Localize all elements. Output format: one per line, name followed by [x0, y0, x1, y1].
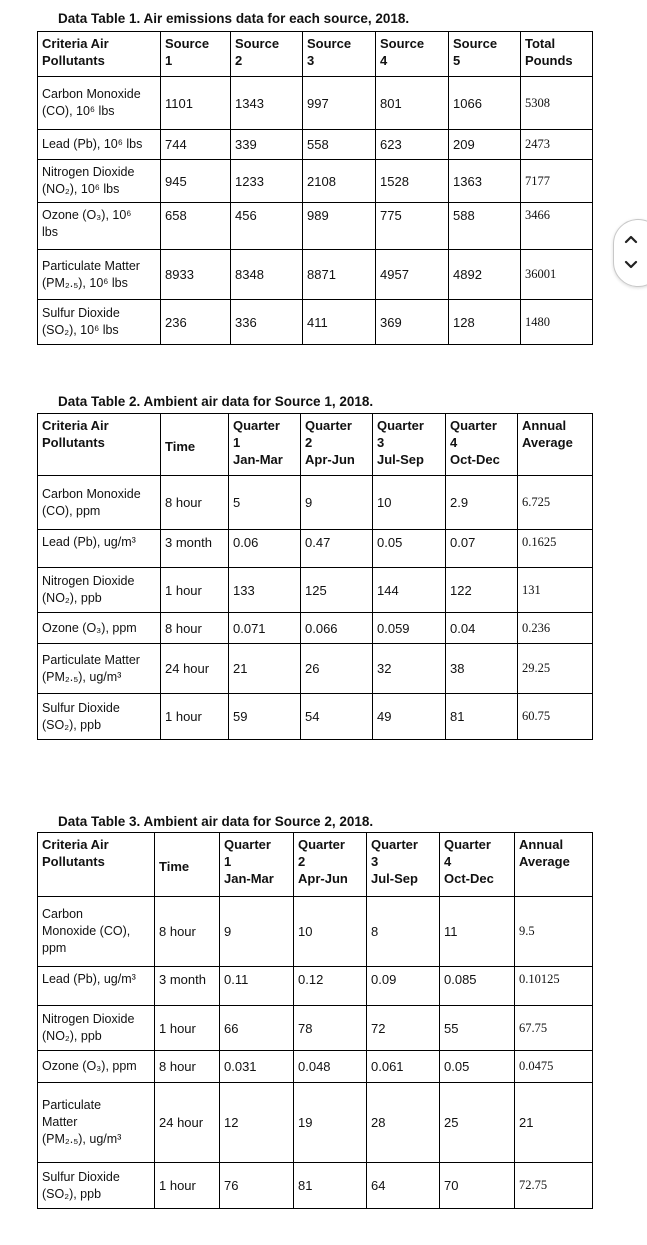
cell-value: 0.47 [301, 530, 373, 568]
cell-value: 9 [220, 897, 294, 967]
table-row [38, 1083, 593, 1163]
table-row [38, 250, 593, 300]
header-source-4: Source 4 [376, 32, 449, 77]
header-annual-average: Annual Average [518, 414, 593, 476]
cell-value: 12 [220, 1083, 294, 1163]
cell-value: 10 [373, 476, 446, 530]
cell-value: 339 [231, 130, 303, 160]
cell-value: 0.061 [367, 1051, 440, 1083]
cell-time: 3 month [161, 530, 229, 568]
cell-value: 144 [373, 568, 446, 613]
header-quarter-2: Quarter 2 Apr-Jun [294, 833, 367, 897]
cell-value: 26 [301, 644, 373, 694]
cell-time: 1 hour [161, 568, 229, 613]
cell-value: 0.07 [446, 530, 518, 568]
row-label: Carbon Monoxide (CO), 10⁶ lbs [38, 77, 161, 130]
row-label: Nitrogen Dioxide (NO₂), 10⁶ lbs [38, 160, 161, 203]
row-label: Sulfur Dioxide (SO₂), 10⁶ lbs [38, 300, 161, 345]
cell-value: 11 [440, 897, 515, 967]
row-label: Nitrogen Dioxide (NO₂), ppb [38, 1006, 155, 1051]
row-label: Lead (Pb), 10⁶ lbs [38, 130, 161, 160]
header-annual-average: Annual Average [515, 833, 593, 897]
row-label: Ozone (O₃), 10⁶ lbs [38, 203, 161, 250]
cell-value: 64 [367, 1163, 440, 1209]
header-pollutants: Criteria Air Pollutants [38, 833, 155, 897]
cell-value: 5 [229, 476, 301, 530]
cell-value: 8871 [303, 250, 376, 300]
table-header-row [38, 833, 593, 897]
source-1-ambient-table [37, 413, 593, 740]
table-row [38, 694, 593, 740]
header-quarter-2: Quarter 2 Apr-Jun [301, 414, 373, 476]
header-time: Time [155, 833, 220, 897]
cell-average: 0.236 [518, 613, 593, 644]
cell-value: 0.048 [294, 1051, 367, 1083]
cell-value: 801 [376, 77, 449, 130]
cell-value: 0.085 [440, 967, 515, 1006]
row-label: Nitrogen Dioxide (NO₂), ppb [38, 568, 161, 613]
cell-value: 0.059 [373, 613, 446, 644]
cell-value: 1528 [376, 160, 449, 203]
table-3-title: Data Table 3. Ambient air data for Source 2, 2018. [58, 814, 374, 829]
table-row [38, 613, 593, 644]
table-row [38, 77, 593, 130]
row-label: Particulate Matter (PM₂.₅), 10⁶ lbs [38, 250, 161, 300]
row-label: Lead (Pb), ug/m³ [38, 967, 155, 1006]
row-label: Lead (Pb), ug/m³ [38, 530, 161, 568]
cell-value: 411 [303, 300, 376, 345]
cell-value: 122 [446, 568, 518, 613]
cell-value: 81 [446, 694, 518, 740]
cell-total: 1480 [521, 300, 593, 345]
cell-value: 78 [294, 1006, 367, 1051]
row-label: Carbon Monoxide (CO), ppm [38, 476, 161, 530]
cell-value: 0.09 [367, 967, 440, 1006]
table-row [38, 1051, 593, 1083]
header-pollutants: Criteria Air Pollutants [38, 32, 161, 77]
cell-value: 0.071 [229, 613, 301, 644]
cell-value: 558 [303, 130, 376, 160]
cell-total: 3466 [521, 203, 593, 250]
table-2-title: Data Table 2. Ambient air data for Source 1, 2018. [58, 394, 374, 409]
chevron-down-icon[interactable] [624, 258, 638, 272]
cell-value: 945 [161, 160, 231, 203]
cell-time: 3 month [155, 967, 220, 1006]
cell-value: 0.031 [220, 1051, 294, 1083]
cell-value: 125 [301, 568, 373, 613]
table-row [38, 530, 593, 568]
cell-value: 236 [161, 300, 231, 345]
table-row [38, 1163, 593, 1209]
cell-value: 8 [367, 897, 440, 967]
cell-average: 21 [515, 1083, 593, 1163]
table-row [38, 130, 593, 160]
header-quarter-1: Quarter 1 Jan-Mar [220, 833, 294, 897]
cell-value: 1343 [231, 77, 303, 130]
header-quarter-4: Quarter 4 Oct-Dec [446, 414, 518, 476]
cell-value: 25 [440, 1083, 515, 1163]
cell-average: 60.75 [518, 694, 593, 740]
table-row [38, 967, 593, 1006]
cell-value: 70 [440, 1163, 515, 1209]
header-quarter-4: Quarter 4 Oct-Dec [440, 833, 515, 897]
cell-value: 1066 [449, 77, 521, 130]
row-label: Particulate Matter (PM₂.₅), ug/m³ [38, 1083, 155, 1163]
cell-value: 775 [376, 203, 449, 250]
cell-value: 54 [301, 694, 373, 740]
row-label: Ozone (O₃), ppm [38, 613, 161, 644]
header-quarter-1: Quarter 1 Jan-Mar [229, 414, 301, 476]
table-row [38, 644, 593, 694]
cell-average: 72.75 [515, 1163, 593, 1209]
cell-value: 81 [294, 1163, 367, 1209]
cell-value: 744 [161, 130, 231, 160]
cell-value: 588 [449, 203, 521, 250]
table-row [38, 1006, 593, 1051]
cell-total: 2473 [521, 130, 593, 160]
header-pollutants: Criteria Air Pollutants [38, 414, 161, 476]
cell-time: 24 hour [161, 644, 229, 694]
cell-value: 0.066 [301, 613, 373, 644]
cell-value: 0.05 [440, 1051, 515, 1083]
cell-value: 10 [294, 897, 367, 967]
cell-value: 0.05 [373, 530, 446, 568]
row-label: Ozone (O₃), ppm [38, 1051, 155, 1083]
cell-value: 49 [373, 694, 446, 740]
cell-value: 8348 [231, 250, 303, 300]
cell-value: 1233 [231, 160, 303, 203]
header-source-3: Source 3 [303, 32, 376, 77]
cell-value: 0.06 [229, 530, 301, 568]
table-row [38, 203, 593, 250]
cell-value: 32 [373, 644, 446, 694]
cell-value: 8933 [161, 250, 231, 300]
cell-time: 1 hour [161, 694, 229, 740]
cell-average: 67.75 [515, 1006, 593, 1051]
table-row [38, 300, 593, 345]
cell-average: 0.10125 [515, 967, 593, 1006]
cell-value: 369 [376, 300, 449, 345]
cell-average: 0.0475 [515, 1051, 593, 1083]
cell-value: 0.04 [446, 613, 518, 644]
table-row [38, 897, 593, 967]
cell-total: 7177 [521, 160, 593, 203]
cell-value: 19 [294, 1083, 367, 1163]
header-source-5: Source 5 [449, 32, 521, 77]
cell-value: 336 [231, 300, 303, 345]
cell-value: 1101 [161, 77, 231, 130]
cell-time: 8 hour [155, 1051, 220, 1083]
cell-value: 128 [449, 300, 521, 345]
cell-value: 0.11 [220, 967, 294, 1006]
emissions-table [37, 31, 593, 345]
cell-average: 0.1625 [518, 530, 593, 568]
row-label: Particulate Matter (PM₂.₅), ug/m³ [38, 644, 161, 694]
cell-value: 997 [303, 77, 376, 130]
table-row [38, 476, 593, 530]
source-2-ambient-table [37, 832, 593, 1209]
cell-value: 209 [449, 130, 521, 160]
cell-average: 6.725 [518, 476, 593, 530]
cell-value: 72 [367, 1006, 440, 1051]
header-quarter-3: Quarter 3 Jul-Sep [373, 414, 446, 476]
cell-value: 55 [440, 1006, 515, 1051]
table-1-title: Data Table 1. Air emissions data for each source, 2018. [58, 11, 410, 26]
cell-value: 2.9 [446, 476, 518, 530]
cell-value: 456 [231, 203, 303, 250]
cell-total: 5308 [521, 77, 593, 130]
cell-value: 623 [376, 130, 449, 160]
cell-value: 133 [229, 568, 301, 613]
table-header-row [38, 32, 593, 77]
cell-value: 59 [229, 694, 301, 740]
cell-value: 28 [367, 1083, 440, 1163]
cell-average: 9.5 [515, 897, 593, 967]
cell-average: 131 [518, 568, 593, 613]
table-row [38, 160, 593, 203]
cell-value: 4957 [376, 250, 449, 300]
cell-time: 1 hour [155, 1006, 220, 1051]
row-label: Sulfur Dioxide (SO₂), ppb [38, 1163, 155, 1209]
cell-time: 1 hour [155, 1163, 220, 1209]
row-label: Carbon Monoxide (CO), ppm [38, 897, 155, 967]
cell-time: 8 hour [161, 613, 229, 644]
table-row [38, 568, 593, 613]
cell-total: 36001 [521, 250, 593, 300]
cell-value: 4892 [449, 250, 521, 300]
header-source-2: Source 2 [231, 32, 303, 77]
cell-time: 8 hour [155, 897, 220, 967]
header-source-1: Source 1 [161, 32, 231, 77]
cell-value: 66 [220, 1006, 294, 1051]
cell-value: 658 [161, 203, 231, 250]
header-total-pounds: Total Pounds [521, 32, 593, 77]
cell-value: 989 [303, 203, 376, 250]
cell-time: 24 hour [155, 1083, 220, 1163]
page-nav-widget [613, 219, 647, 287]
cell-value: 9 [301, 476, 373, 530]
cell-value: 21 [229, 644, 301, 694]
table-header-row [38, 414, 593, 476]
cell-value: 1363 [449, 160, 521, 203]
row-label: Sulfur Dioxide (SO₂), ppb [38, 694, 161, 740]
cell-value: 38 [446, 644, 518, 694]
header-quarter-3: Quarter 3 Jul-Sep [367, 833, 440, 897]
cell-time: 8 hour [161, 476, 229, 530]
cell-value: 0.12 [294, 967, 367, 1006]
cell-value: 76 [220, 1163, 294, 1209]
header-time: Time [161, 414, 229, 476]
cell-value: 2108 [303, 160, 376, 203]
cell-average: 29.25 [518, 644, 593, 694]
chevron-up-icon[interactable] [624, 232, 638, 246]
